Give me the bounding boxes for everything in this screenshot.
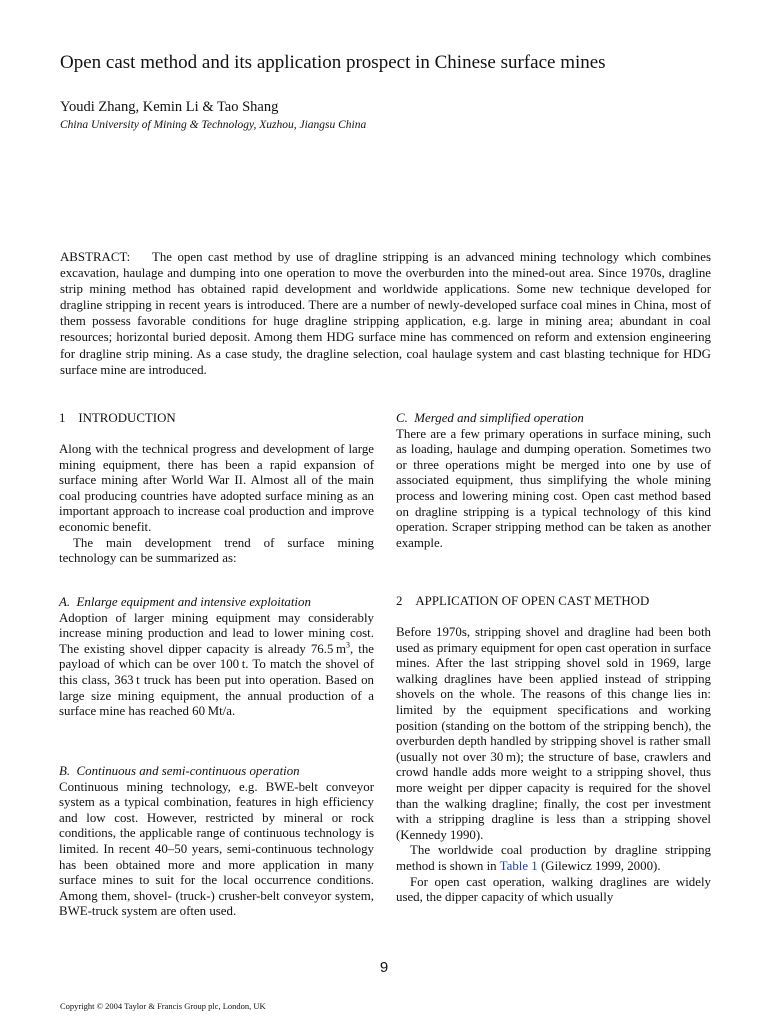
paragraph: The main development trend of surface mining technology can be summarized as: bbox=[59, 535, 374, 566]
section-heading-introduction: 1 INTRODUCTION bbox=[59, 411, 176, 425]
subsection-heading: A. Enlarge equipment and intensive exploitation bbox=[59, 595, 311, 609]
subsection-c bbox=[396, 411, 711, 551]
paragraph: Before 1970s, stripping shovel and dragline had been both used as primary equipment for open cast operation in surface mines. After the last stripping shovel sold in 1969, large walking draglines have been applied instead of stripping shovels on the whole. The reasons of this change lies in: limited by the equipment specifications and working position (standing on the bottom of the stripping bench), the overburden depth handled by stripping shovel is rather small (usually not over 30 m); the structure of base, crawlers and crowd handle adds more weight to a stripping shovel, thus more weight per dipper capacity is required for the shovel than the walking dragline; finally, the cost per investment with a stripping dragline is less than a stripping shovel (Kennedy 1990). bbox=[396, 625, 711, 842]
paragraph: Along with the technical progress and development of large mining equipment, there has been a rapid expansion of surface mining after World War II. Almost all of the main coal producing countries have adopted surface mining as an important approach to increase coal production and improve economic benefit. bbox=[59, 442, 374, 534]
paragraph: There are a few primary operations in surface mining, such as loading, haulage and dumping operation. Sometimes two or three operations might be merged into one by use of associated equipment, thus simplifying the whole mining process and lowering mining cost. Open cast method based on dragline stripping is a typical technology of this kind operation. Scraper stripping method can be taken as another example. bbox=[396, 426, 711, 550]
text-run: Adoption of larger mining equipment may considerably increase mining production and lead to lower mining cost. The existing shovel dipper capacity is already 76.5 m bbox=[59, 610, 374, 656]
text-run: The worldwide coal production by dragline stripping method is shown in bbox=[396, 843, 711, 873]
section-heading-application: 2 APPLICATION OF OPEN CAST METHOD bbox=[396, 594, 650, 608]
subsection-b bbox=[59, 764, 374, 920]
paragraph: Continuous mining technology, e.g. BWE-belt conveyor system as a typical combination, features in high efficiency and low cost. However, restricted by mineral or rock conditions, the applicable range of continuous technology is limited. In recent 40–50 years, semi-continuous technology has been obtained more and more application in many surface mines to suit for the local occurrence conditions. Among them, shovel- (truck-) crusher-belt conveyor system, BWE-truck system are often used. bbox=[59, 779, 374, 919]
introduction-body bbox=[59, 442, 374, 567]
subsection-heading: C. Merged and simplified operation bbox=[396, 411, 584, 425]
paragraph: For open cast operation, walking draglines are widely used, the dipper capacity of which usually bbox=[396, 874, 711, 905]
abstract-text: The open cast method by use of dragline stripping is an advanced mining technology which combines excavation, haulage and dumping into one operation to move the overburden into the mined-out area. Since 1970s, dragline strip mining method has obtained rapid development and worldwide applications. Some new technique developed for dragline stripping in recent years is introduced. There are a number of newly-developed surface coal mines in China, most of them possess favorable conditions for huge dragline stripping application, e.g. large in mining area; abundant in coal resources; horizontal buried deposit. Among them HDG surface mine has commenced on reform and extension engineering for dragline strip mining. As a case study, the dragline selection, coal haulage system and cast blasting technique for HDG surface mine are introduced. bbox=[60, 250, 711, 377]
copyright-notice: Copyright © 2004 Taylor & Francis Group plc, London, UK bbox=[60, 1001, 266, 1011]
superscript: 3 bbox=[346, 640, 351, 650]
text-run: (Gilewicz 1999, 2000). bbox=[537, 858, 661, 873]
abstract bbox=[60, 249, 711, 378]
paper-title: Open cast method and its application prospect in Chinese surface mines bbox=[60, 52, 606, 73]
paragraph bbox=[59, 611, 374, 720]
affiliation: China University of Mining & Technology, Xuzhou, Jiangsu China bbox=[60, 119, 367, 131]
subsection-a bbox=[59, 595, 374, 720]
text-run: , the payload of which can be over 100 t. To match the shovel of this class, 363 t truck has been put into operation. Based on large size mining equipment, the annual production of a surface mine has reached 60 Mt/a. bbox=[59, 641, 374, 719]
page-number: 9 bbox=[379, 959, 389, 976]
subsection-heading: B. Continuous and semi-continuous operation bbox=[59, 764, 300, 778]
abstract-label: ABSTRACT: bbox=[60, 250, 131, 264]
table-1-link[interactable]: Table 1 bbox=[499, 858, 538, 873]
author-list: Youdi Zhang, Kemin Li & Tao Shang bbox=[60, 99, 279, 115]
application-body bbox=[396, 625, 711, 906]
paragraph bbox=[396, 843, 711, 874]
